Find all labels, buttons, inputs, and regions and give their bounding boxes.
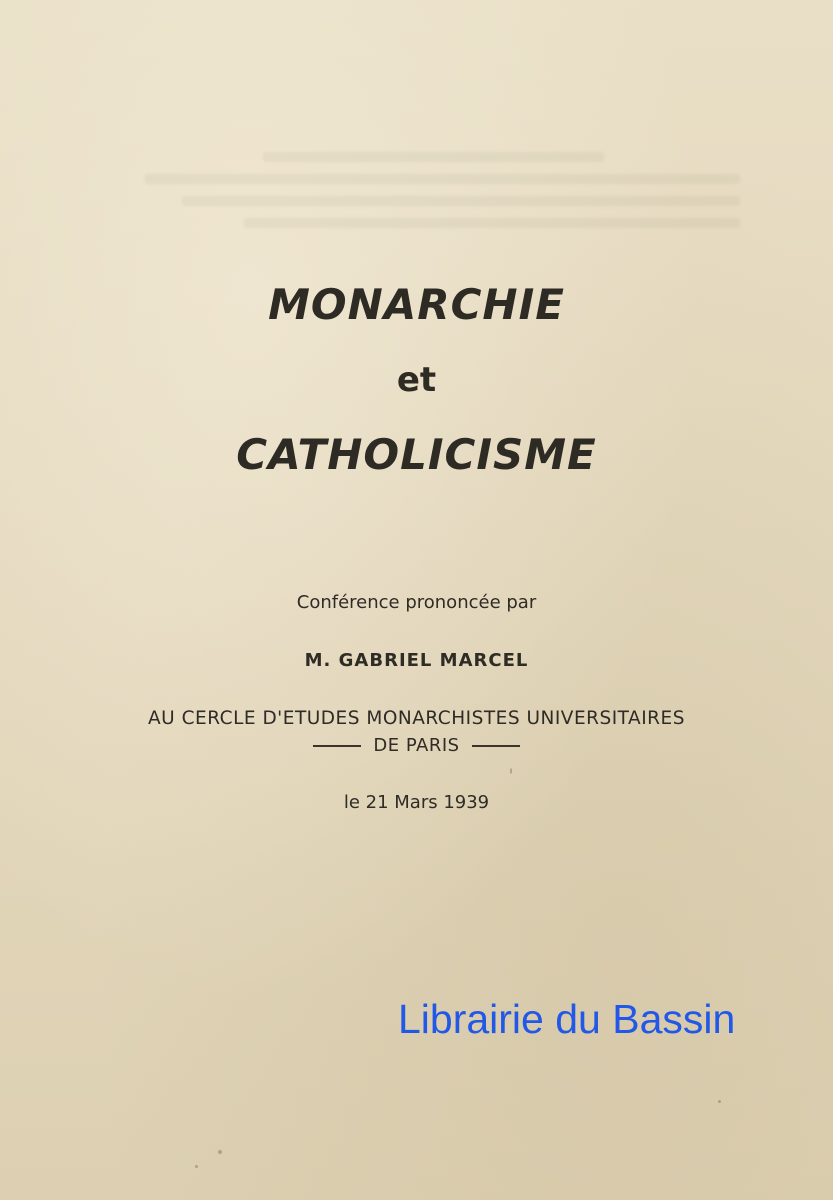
title-et: et [396, 360, 437, 400]
paper-fleck [195, 1165, 198, 1168]
title-monarchie: MONARCHIE [268, 280, 565, 329]
right-dash-divider [472, 745, 520, 747]
speaker-name: M. GABRIEL MARCEL [304, 650, 529, 671]
bookseller-watermark: Librairie du Bassin [398, 996, 736, 1042]
conference-intro: Conférence prononcée par [296, 592, 537, 613]
venue-city: DE PARIS [373, 735, 460, 756]
paper-fleck [218, 1150, 222, 1154]
venue-city-row [0, 735, 833, 756]
show-through-text [120, 140, 740, 280]
venue-line: AU CERCLE D'ETUDES MONARCHISTES UNIVERSITAIRES [148, 708, 685, 729]
conference-date: le 21 Mars 1939 [343, 792, 490, 813]
paper-fleck [718, 1100, 721, 1103]
title-catholicisme: CATHOLICISME [236, 430, 597, 479]
paper-fleck [510, 768, 512, 774]
left-dash-divider [313, 745, 361, 747]
